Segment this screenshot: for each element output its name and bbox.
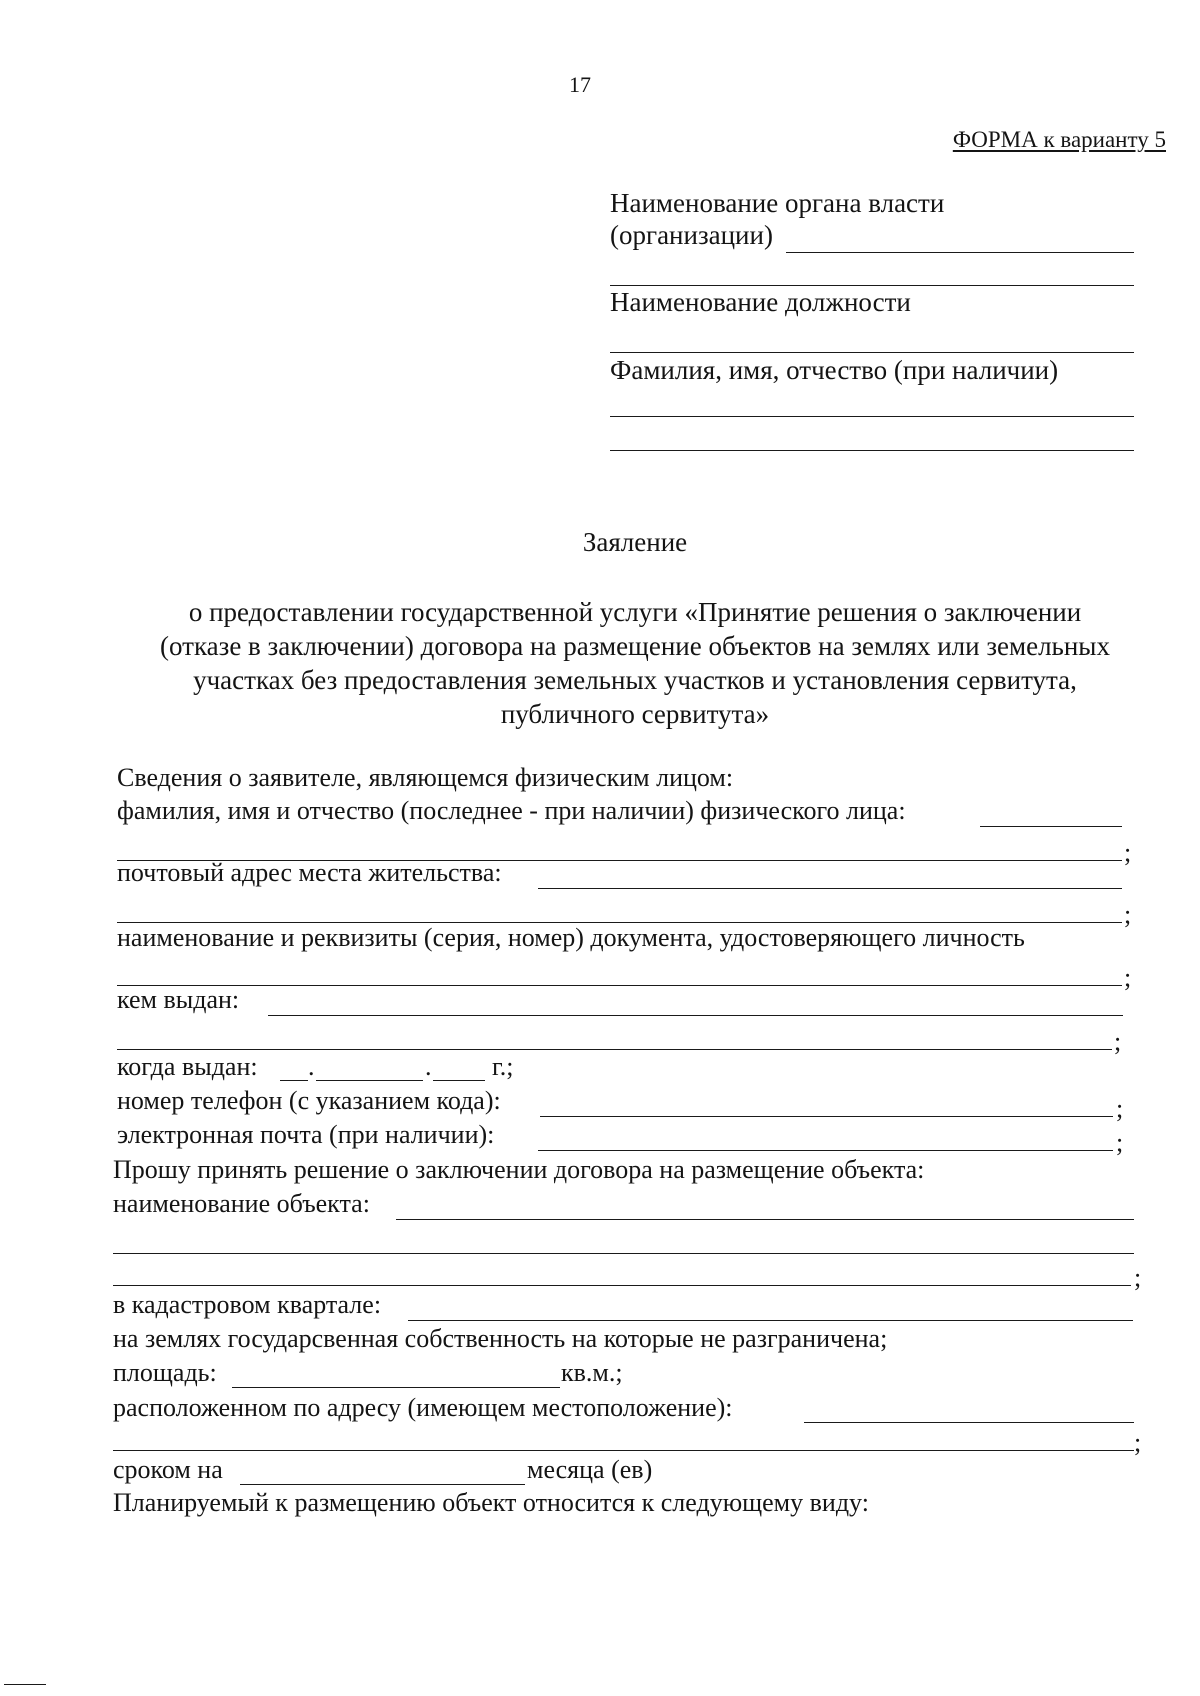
- phone-semicolon: ;: [1116, 1094, 1124, 1123]
- email-field-label: электронная почта (при наличии):: [117, 1120, 495, 1149]
- term-unit: месяца (ев): [527, 1455, 653, 1484]
- request-text: Прошу принять решение о заключении договора на размещение объекта:: [113, 1155, 925, 1184]
- applicant-heading: Сведения о заявителе, являющемся физическим лицом:: [117, 763, 734, 792]
- location-input[interactable]: [804, 1422, 1134, 1423]
- issued-day-input[interactable]: [280, 1080, 308, 1081]
- lands-text: на землях государсвенная собственность на которые не разграничена;: [113, 1324, 888, 1353]
- document-field-label: наименование и реквизиты (серия, номер) документа, удостоверяющего личность: [117, 923, 1025, 952]
- address-field-input[interactable]: [538, 888, 1122, 889]
- fio-field-line-1[interactable]: [610, 416, 1134, 417]
- cadastral-label: в кадастровом квартале:: [113, 1290, 382, 1319]
- authority-label-line1: Наименование органа власти: [610, 188, 945, 218]
- email-field-input[interactable]: [538, 1150, 1113, 1151]
- fio-label: Фамилия, имя, отчество (при наличии): [610, 355, 1059, 385]
- issued-when-label: когда выдан:: [117, 1052, 258, 1081]
- position-label: Наименование должности: [610, 287, 911, 317]
- form-label: ФОРМА к варианту 5: [952, 127, 1166, 152]
- object-name-semicolon: ;: [1134, 1263, 1142, 1292]
- subtitle-line2: (отказе в заключении) договора на размещение объектов на землях или земельных: [160, 631, 1110, 661]
- page-number: 17: [569, 72, 591, 97]
- issued-by-input-2[interactable]: [117, 1049, 1112, 1050]
- email-semicolon: ;: [1116, 1128, 1124, 1157]
- object-name-input-3[interactable]: [113, 1285, 1131, 1286]
- term-input[interactable]: [240, 1484, 525, 1485]
- area-input[interactable]: [232, 1387, 560, 1388]
- area-label: площадь:: [113, 1358, 217, 1387]
- cadastral-input[interactable]: [408, 1320, 1133, 1321]
- subtitle-line3: участках без предоставления земельных участков и установления сервитута,: [193, 665, 1077, 695]
- issued-by-semicolon: ;: [1114, 1027, 1122, 1056]
- phone-field-input[interactable]: [540, 1116, 1113, 1117]
- issued-when-sep2: .: [425, 1052, 432, 1081]
- fio-semicolon: ;: [1124, 838, 1132, 867]
- location-input-2[interactable]: [113, 1450, 1134, 1451]
- issued-year-input[interactable]: [433, 1080, 485, 1081]
- area-unit: кв.м.;: [561, 1358, 623, 1387]
- document-field-input[interactable]: [117, 985, 1122, 986]
- address-field-label: почтовый адрес места жительства:: [117, 858, 502, 887]
- issued-when-sep1: .: [308, 1052, 315, 1081]
- document-title: Заяление: [582, 527, 688, 557]
- document-semicolon: ;: [1124, 963, 1132, 992]
- fio-field-label: фамилия, имя и отчество (последнее - при наличии) физического лица:: [117, 796, 906, 825]
- authority-field-line[interactable]: [786, 252, 1134, 253]
- subtitle-line4: публичного сервитута»: [500, 699, 770, 729]
- bottom-left-mark: [4, 1684, 46, 1685]
- location-semicolon: ;: [1134, 1428, 1142, 1457]
- object-name-input-2[interactable]: [113, 1253, 1134, 1254]
- subtitle-line1: о предоставлении государственной услуги «Принятие решения о заключении: [188, 597, 1082, 627]
- authority-label-line2: (организации): [610, 220, 773, 250]
- term-label: сроком на: [113, 1455, 223, 1484]
- issued-by-label: кем выдан:: [117, 985, 240, 1014]
- fio-field-line-2[interactable]: [610, 450, 1134, 451]
- object-name-label: наименование объекта:: [113, 1189, 370, 1218]
- phone-field-label: номер телефон (с указанием кода):: [117, 1086, 501, 1115]
- location-label: расположенном по адресу (имеющем местоположение):: [113, 1393, 733, 1422]
- object-name-input[interactable]: [396, 1219, 1134, 1220]
- address-semicolon: ;: [1124, 900, 1132, 929]
- issued-month-input[interactable]: [316, 1080, 423, 1081]
- fio-field-input[interactable]: [980, 826, 1122, 827]
- object-type-text: Планируемый к размещению объект относится к следующему виду:: [113, 1488, 869, 1517]
- position-field-line[interactable]: [610, 352, 1134, 353]
- issued-when-year: г.;: [492, 1052, 514, 1081]
- authority-field-line-2[interactable]: [610, 285, 1134, 286]
- issued-by-input[interactable]: [268, 1015, 1123, 1016]
